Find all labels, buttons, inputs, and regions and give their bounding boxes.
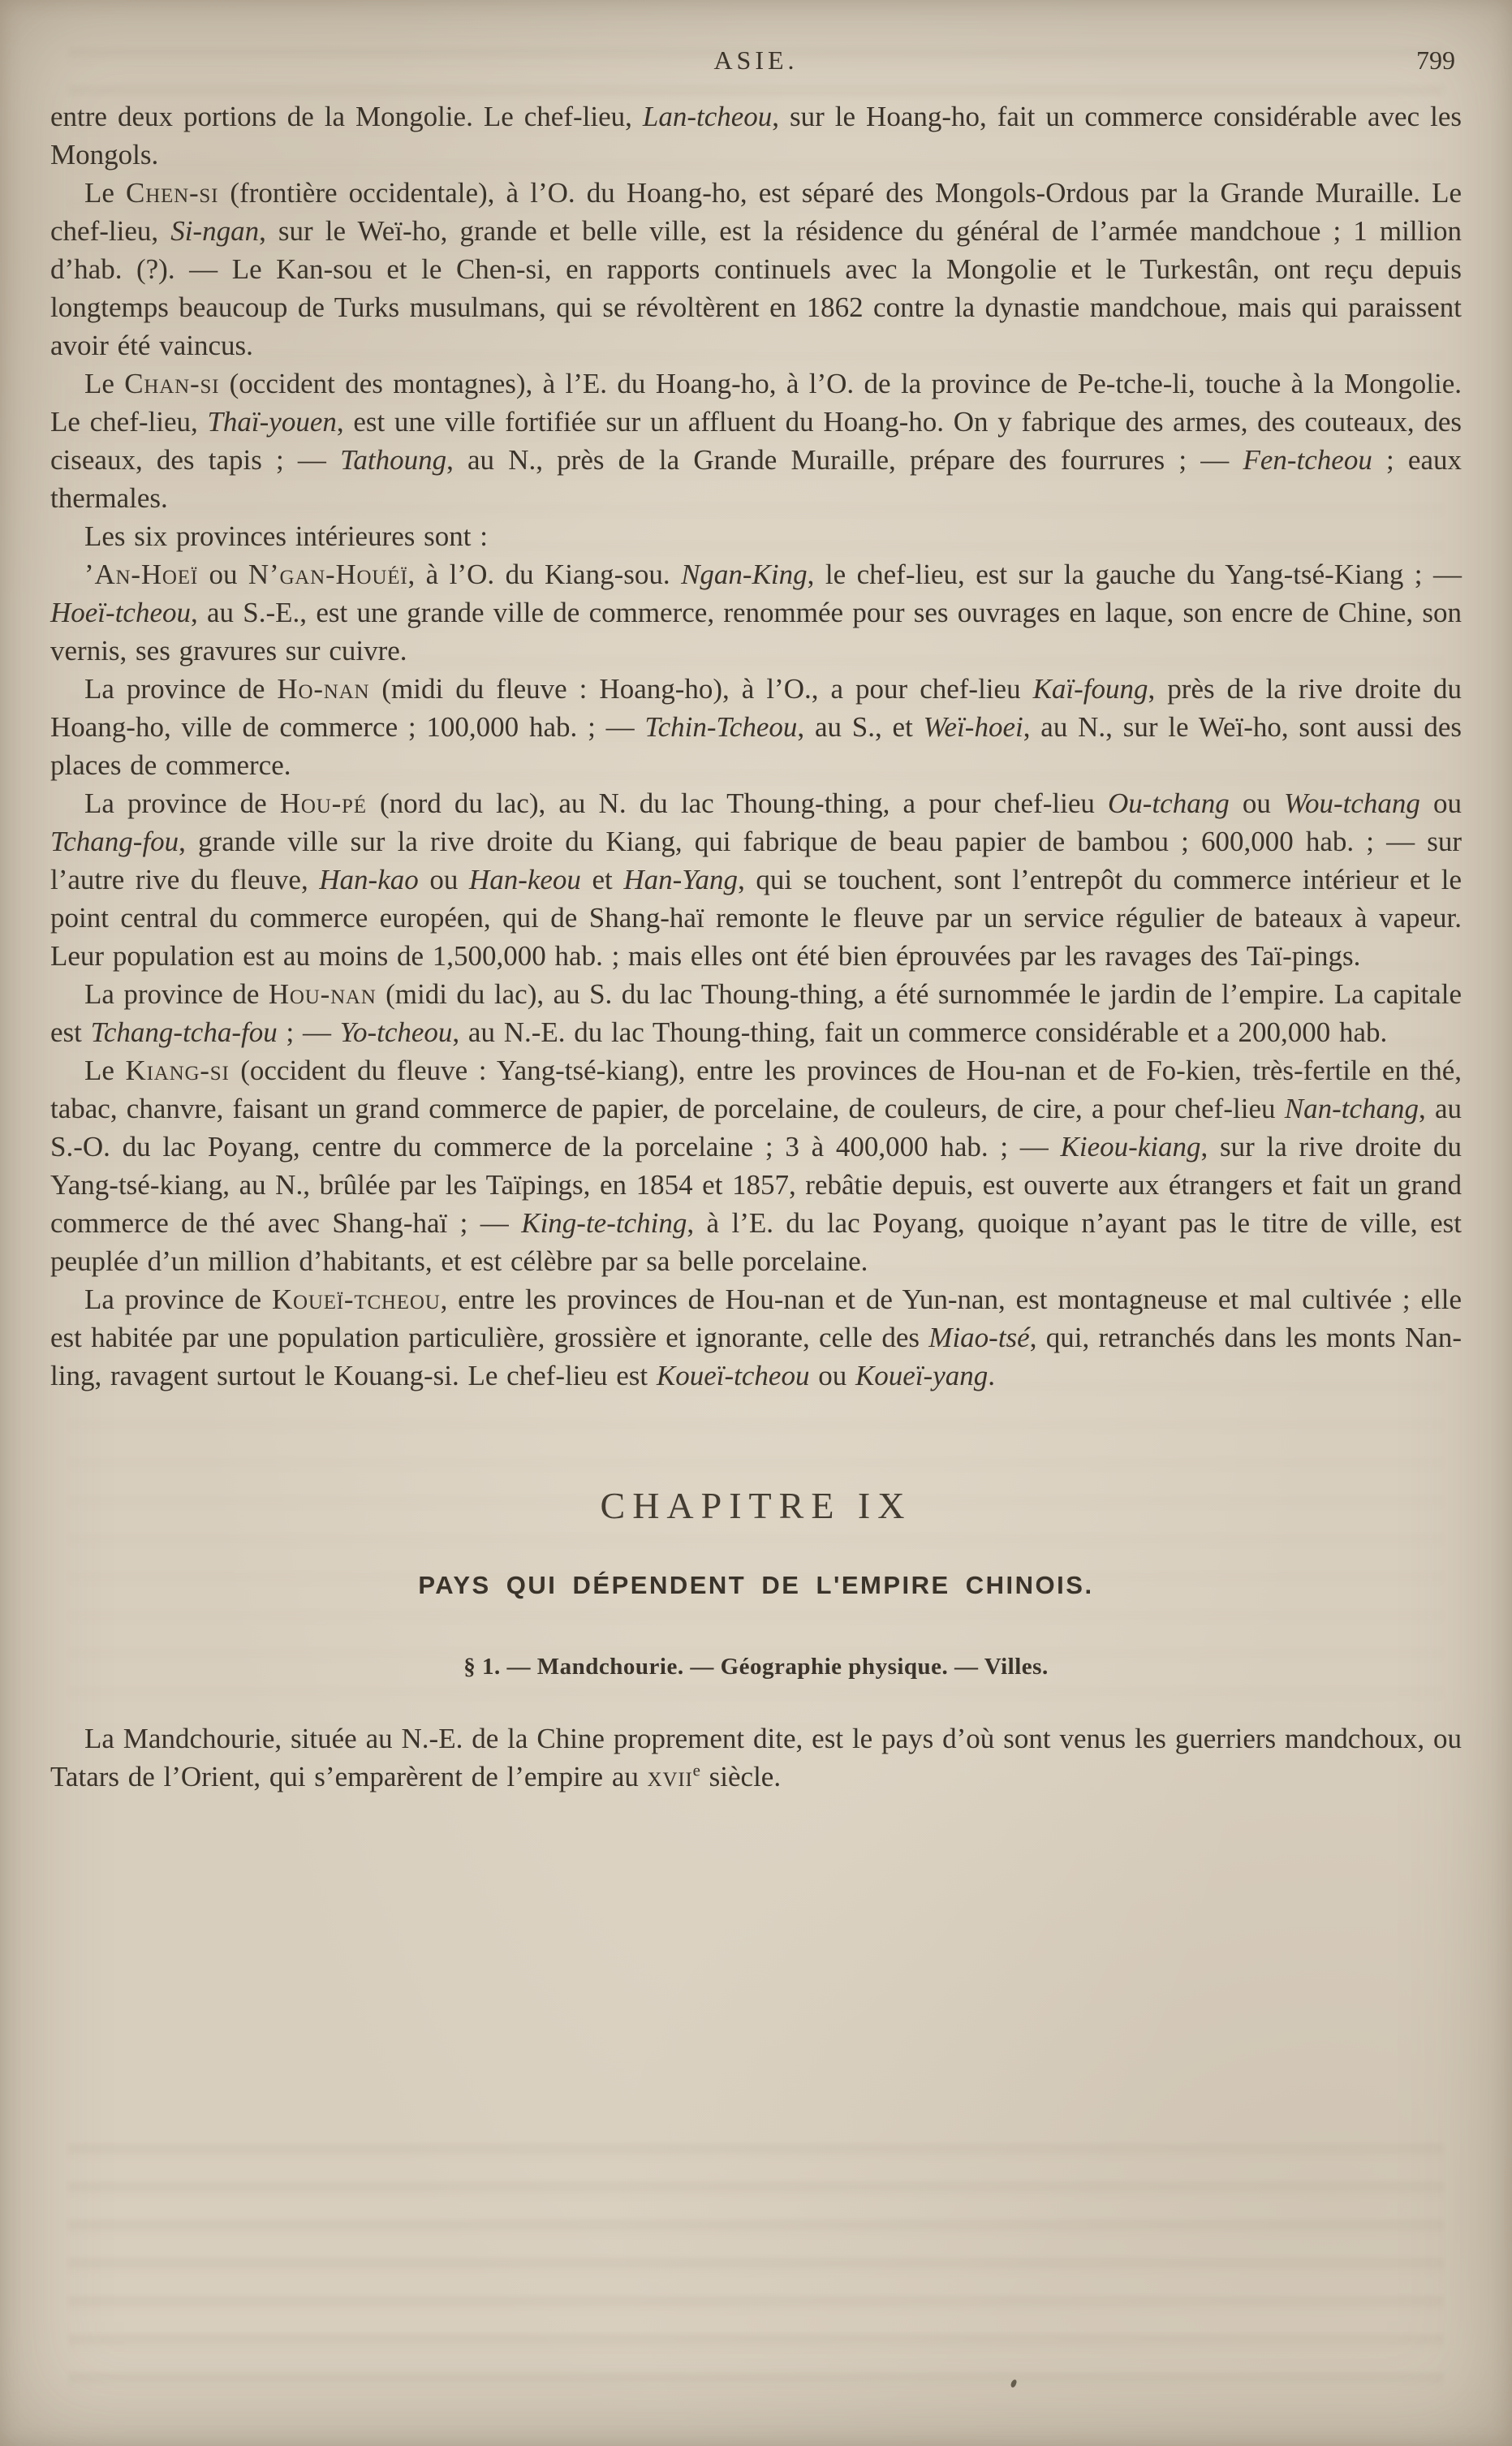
paragraph	[50, 1051, 1462, 1280]
paragraph	[50, 555, 1462, 670]
text-run: ou	[197, 559, 248, 590]
text-run: ; eaux thermales.	[50, 444, 1462, 514]
text-run: (nord du lac), au N. du lac Thoung-thing, a pour chef-lieu	[366, 787, 1109, 819]
text-run: et	[580, 864, 624, 895]
text-run: (midi du fleuve : Hoang-ho), à l’O., a pour chef-lieu	[369, 673, 1033, 705]
text-run: Fen-tcheou	[1243, 444, 1372, 476]
text-run: Koueï-yang	[855, 1360, 989, 1391]
text-run: (frontière occidentale), à l’O. du Hoang-ho, est séparé des Mongols-Ordous par la Grande Muraille. Le chef-lieu,	[50, 177, 1462, 247]
paragraph	[50, 174, 1462, 365]
chapter-subtitle: PAYS QUI DÉPENDENT DE L'EMPIRE CHINOIS.	[418, 1571, 1094, 1599]
text-run: , sur la rive droite du Yang-tsé-kiang, au N., brûlée par les Taïpings, en 1854 et 1857, rebâtie depuis, est ouverte aux étrangers et fait un grand commerce de thé avec Shang-haï ; —	[50, 1131, 1462, 1239]
text-run: e	[692, 1760, 700, 1780]
ink-speck	[1010, 2379, 1018, 2388]
text-run: Yo-tcheou	[339, 1016, 453, 1048]
text-run: Tchang-fou	[50, 826, 179, 857]
text-run: Koueï-tcheou	[656, 1360, 810, 1391]
text-run: Hoeï-tcheou	[50, 597, 191, 628]
text-run: Lan-tcheou	[642, 101, 773, 132]
text-run: Le	[84, 368, 125, 399]
text-run: Koueï-tcheou	[271, 1283, 441, 1315]
paragraph	[50, 517, 1462, 555]
text-run: , au S., et	[797, 711, 924, 743]
text-run: ; —	[277, 1016, 340, 1048]
text-run: Miao-tsé	[928, 1322, 1030, 1353]
text-run: , est une ville fortifiée sur un affluent du Hoang-ho. On y fabrique des armes, des couteaux, des ciseaux, des tapis ; —	[50, 406, 1462, 476]
text-run: ou	[1229, 787, 1284, 819]
text-run: Si-ngan	[170, 215, 260, 247]
text-run: , le chef-lieu, est sur la gauche du Yang-tsé-Kiang ; —	[807, 559, 1462, 590]
text-run: (midi du lac), au S. du lac Thoung-thing, a été surnommée le jardin de l’empire. La capitale est	[50, 978, 1462, 1048]
chapter-title: CHAPITRE IX	[600, 1485, 912, 1526]
text-run: La province de	[84, 673, 278, 705]
text-run: N’gan-Houéï	[248, 559, 408, 590]
text-run: (occident des montagnes), à l’E. du Hoang-ho, à l’O. de la province de Pe-tche-li, touche à la Mongolie. Le chef-lieu,	[50, 368, 1462, 438]
text-run: siècle.	[700, 1761, 782, 1792]
text-run: , au S.-O. du lac Poyang, centre du commerce de la porcelaine ; 3 à 400,000 hab. ; —	[50, 1093, 1462, 1163]
chapter-heading-block	[0, 1484, 1512, 1680]
text-run: , sur le Weï-ho, grande et belle ville, est la résidence du général de l’armée mandchoue ; 1 million d’hab. (?). — Le Kan-sou et le Chen-si, en rapports continuels avec la Mongolie et le Turkestân, ont reçu depuis longtemps beaucoup de Turks musulmans, qui se révoltèrent en 1862 contre la dynastie mandchoue, mais qui paraissent avoir été vaincus.	[50, 215, 1462, 361]
text-run: La province de	[84, 1283, 272, 1315]
text-run: (occident du fleuve : Yang-tsé-kiang), entre les provinces de Hou-nan et de Fo-kien, très-fertile en thé, tabac, chanvre, faisant un grand commerce de papier, de porcelaine, de couleurs, de cire, a pour chef-lieu	[50, 1055, 1462, 1124]
text-run: , qui, retranchés dans les monts Nan-ling, ravagent surtout le Kouang-si. Le chef-lieu est	[50, 1322, 1462, 1391]
section-heading: § 1. — Mandchourie. — Géographie physique. — Villes.	[463, 1654, 1049, 1680]
paragraph	[50, 784, 1462, 975]
text-run: Ho-nan	[277, 673, 370, 705]
text-run: , au N., sur le Weï-ho, sont aussi des places de commerce.	[50, 711, 1462, 781]
paragraph	[50, 670, 1462, 784]
bleed-through-artifact	[68, 2143, 1444, 2403]
text-run: Kaï-foung	[1032, 673, 1148, 705]
text-run: La province de	[84, 978, 269, 1010]
text-run: La Mandchourie, située au N.-E. de la Chine proprement dite, est le pays d’où sont venus les guerriers mandchoux, ou Tatars de l’Orient, qui s’emparèrent de l’empire au	[50, 1723, 1462, 1792]
text-run: , à l’O. du Kiang-sou.	[407, 559, 682, 590]
text-run: , près de la rive droite du Hoang-ho, ville de commerce ; 100,000 hab. ; —	[50, 673, 1462, 743]
paragraph	[50, 975, 1462, 1051]
text-run: ou	[418, 864, 469, 895]
text-run: Weï-hoei	[923, 711, 1023, 743]
text-run: Le	[84, 177, 127, 209]
paragraph	[50, 1719, 1462, 1796]
paragraph	[50, 365, 1462, 517]
page-header	[54, 45, 1458, 81]
text-run: ou	[1419, 787, 1462, 819]
text-run: xvii	[647, 1761, 693, 1792]
body-text	[50, 97, 1462, 1395]
page-number: 799	[1416, 45, 1455, 75]
text-run: King-te-tching	[521, 1207, 687, 1239]
text-run: , entre les provinces de Hou-nan et de Yun-nan, est montagneuse et mal cultivée ; elle est habitée par une population particulière, grossière et ignorante, celle des	[50, 1283, 1462, 1353]
text-run: Hou-pé	[279, 787, 367, 819]
text-run: Kiang-si	[125, 1055, 230, 1086]
text-run: Les six provinces intérieures sont :	[84, 520, 488, 552]
text-run: , sur le Hoang-ho, fait un commerce considérable avec les Mongols.	[50, 101, 1462, 170]
text-run: Tathoung	[340, 444, 447, 476]
text-run: Han-Yang	[623, 864, 739, 895]
paragraph	[50, 97, 1462, 174]
running-title: ASIE.	[713, 45, 799, 75]
text-run: Chan-si	[124, 368, 220, 399]
text-run: Thaï-youen	[207, 406, 337, 438]
paragraph	[50, 1280, 1462, 1395]
text-run: Chen-si	[126, 177, 219, 209]
text-run: entre deux portions de la Mongolie. Le chef-lieu,	[50, 101, 643, 132]
text-run: ’An-Hoeï	[84, 559, 198, 590]
text-run: , au N., près de la Grande Muraille, prépare des fourrures ; —	[446, 444, 1243, 476]
text-run: , au N.-E. du lac Thoung-thing, fait un commerce considérable et a 200,000 hab.	[452, 1016, 1388, 1048]
text-run: Le	[84, 1055, 126, 1086]
text-run: ou	[809, 1360, 855, 1391]
text-run: Tchang-tcha-fou	[90, 1016, 278, 1048]
text-run: .	[988, 1360, 995, 1391]
text-run: Nan-tchang	[1284, 1093, 1419, 1124]
text-run: Tchin-Tcheou	[644, 711, 798, 743]
text-run: Ou-tchang	[1108, 787, 1230, 819]
text-run: Ngan-King	[681, 559, 808, 590]
text-run: , au S.-E., est une grande ville de commerce, renommée pour ses ouvrages en laque, son encre de Chine, son vernis, ses gravures sur cuivre.	[50, 597, 1462, 667]
text-run: Han-keou	[468, 864, 581, 895]
text-run: La province de	[84, 787, 280, 819]
text-run: Kieou-kiang	[1060, 1131, 1201, 1163]
text-run: Wou-tchang	[1284, 787, 1420, 819]
text-run: Han-kao	[319, 864, 419, 895]
text-run: , grande ville sur la rive droite du Kiang, qui fabrique de beau papier de bambou ; 600,000 hab. ; — sur l’autre rive du fleuve,	[50, 826, 1462, 895]
text-run: , à l’E. du lac Poyang, quoique n’ayant pas le titre de ville, est peuplée d’un million d’habitants, et est célèbre par sa belle porcelaine.	[50, 1207, 1462, 1277]
chapter-intro-text	[50, 1719, 1462, 1796]
text-run: , qui se touchent, sont l’entrepôt du commerce intérieur et le point central du commerce européen, qui de Shang-haï remonte le fleuve par un service régulier de bateaux à vapeur. Leur population est au moins de 1,500,000 hab. ; mais elles ont été bien éprouvées par les ravages des Taï-pings.	[50, 864, 1462, 972]
text-run: Hou-nan	[268, 978, 377, 1010]
